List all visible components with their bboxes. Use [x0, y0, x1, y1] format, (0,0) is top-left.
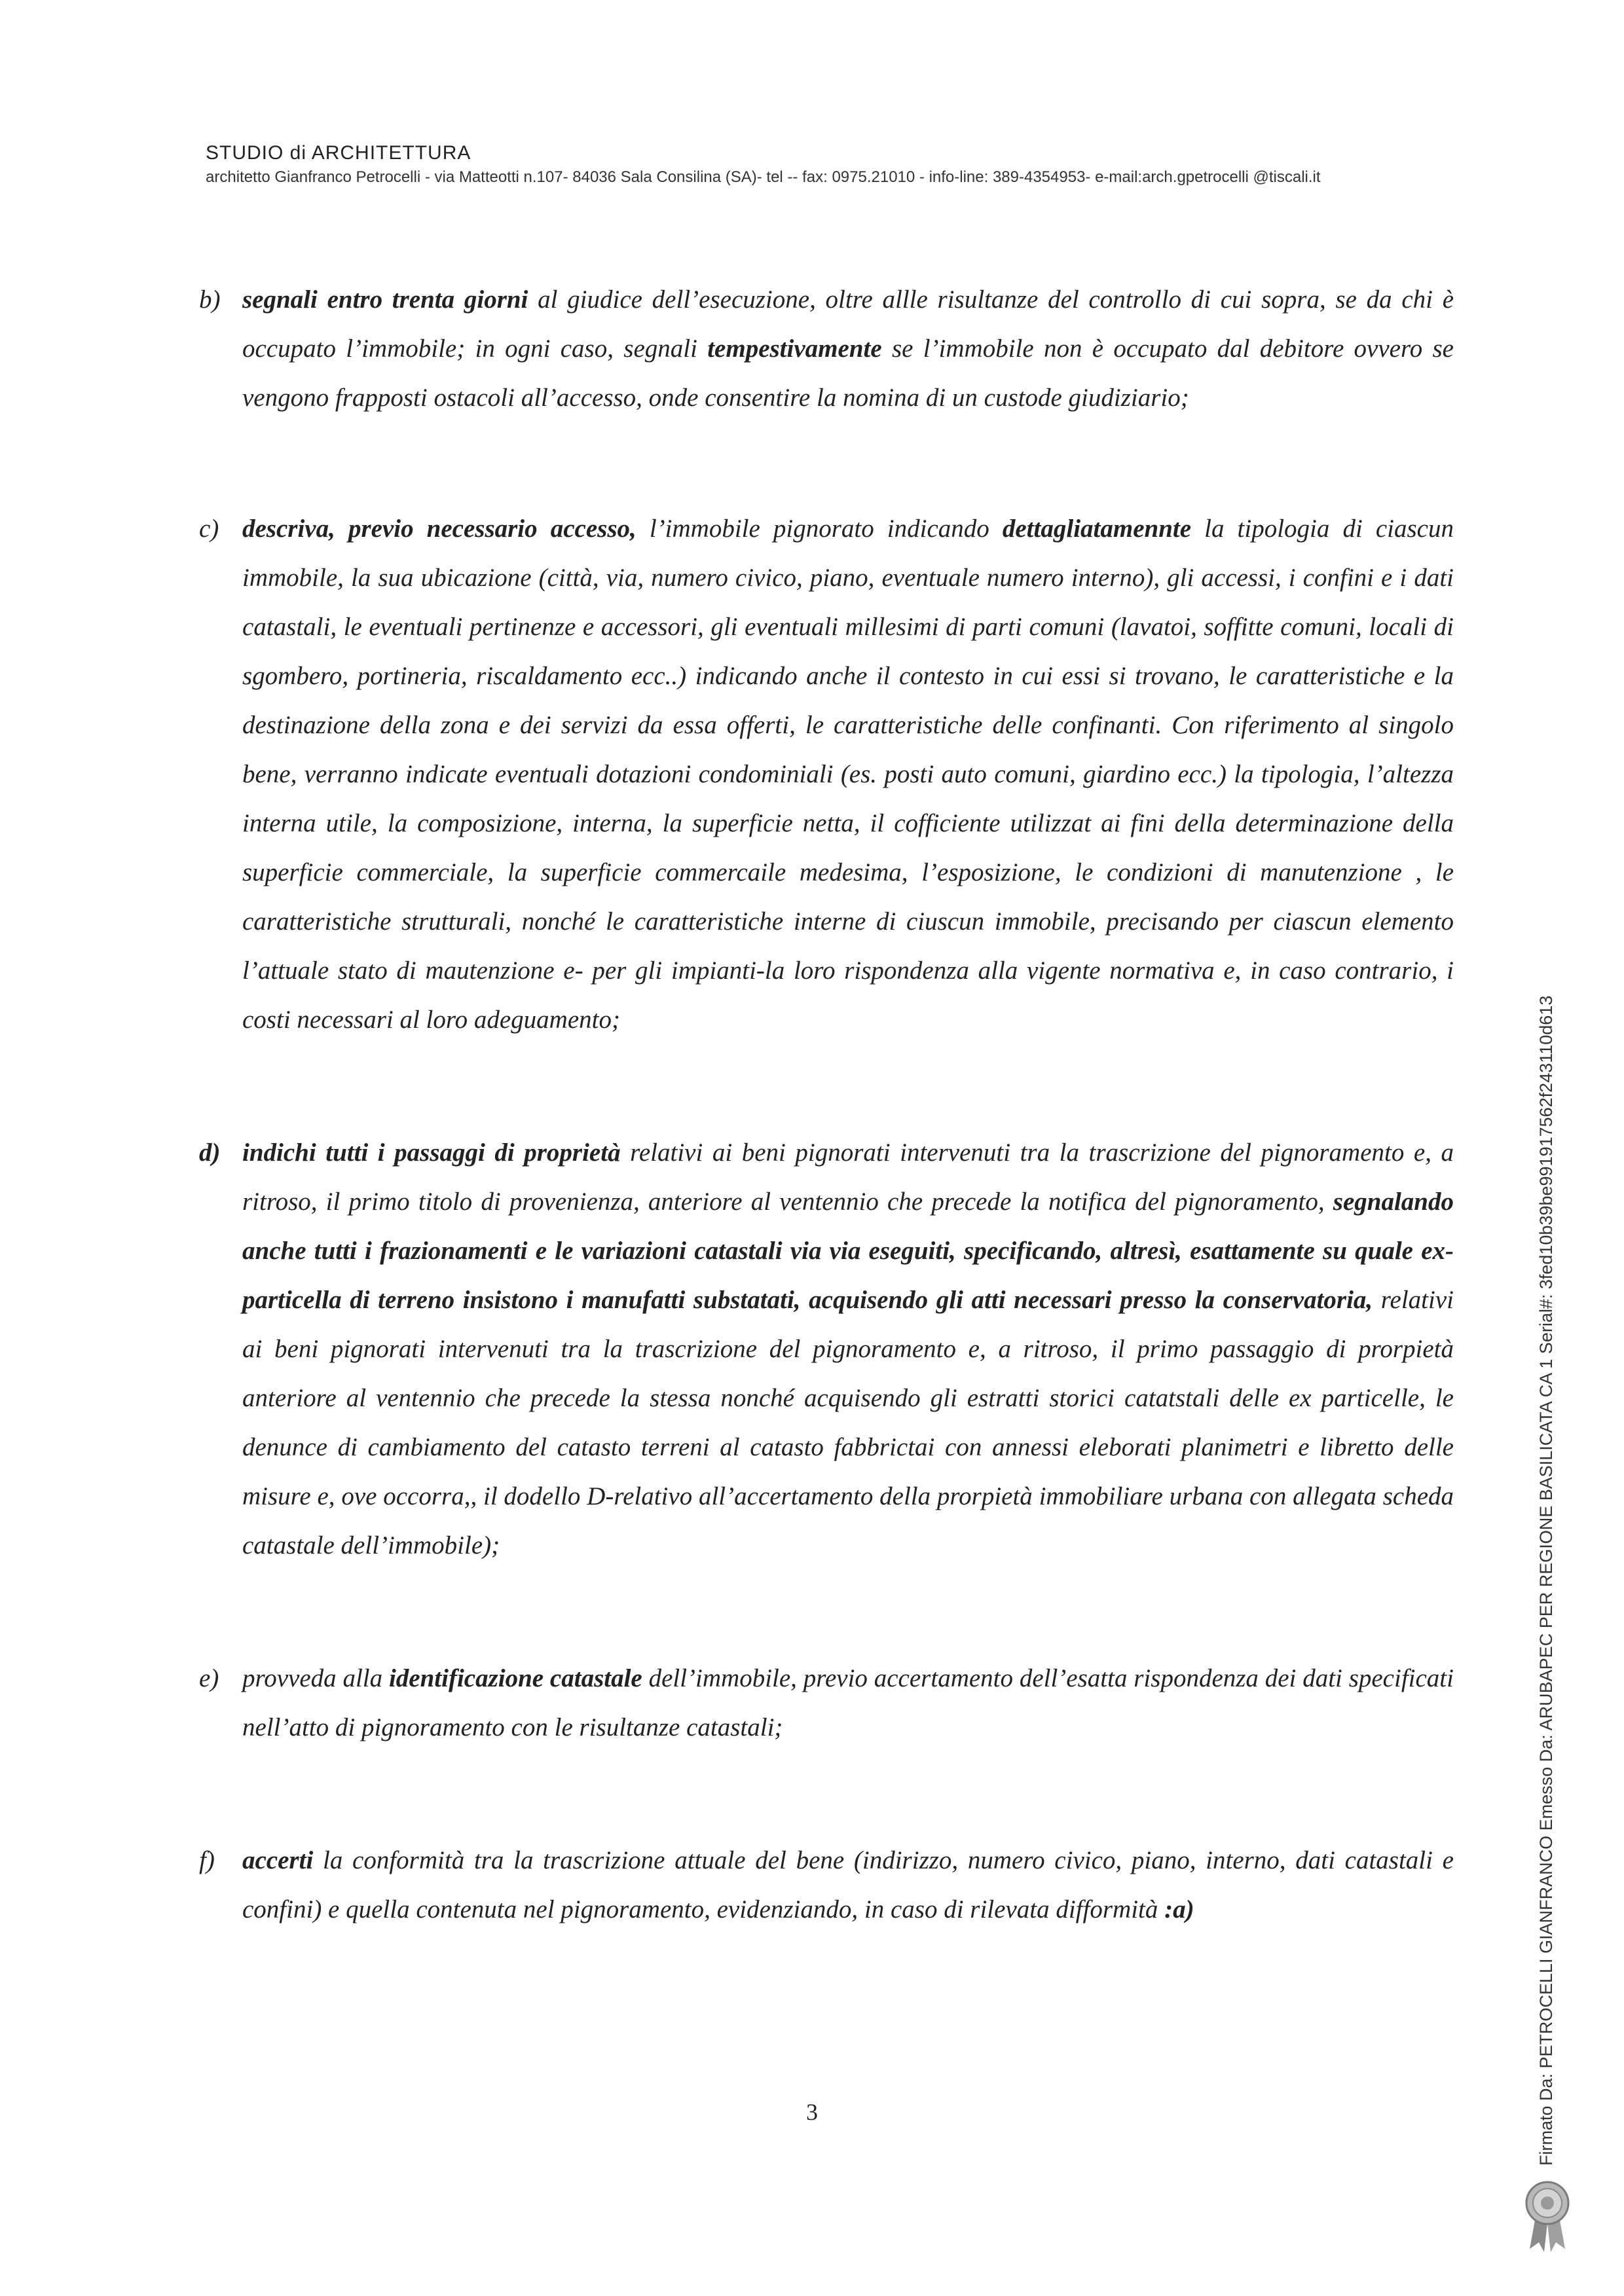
item-letter: b) [199, 285, 221, 314]
item-f [190, 1836, 1454, 1934]
body-text: relativi ai beni pignorati intervenuti tra la trascrizione del pignoramento e, a ritroso, il primo titolo di provenienza, anteriore al ventennio che precede la notifica del pignoramento, [242, 1139, 1454, 1216]
body-text: dell’immobile, previo accertamento dell’esatta rispondenza dei dati specificati nell’atto di pignoramento con le risultanze catastali; [242, 1664, 1454, 1741]
body-text: la conformità tra la trascrizione attuale del bene (indirizzo, numero civico, piano, interno, dati catastali e confini) e quella contenuta nel pignoramento, evidenziando, in caso di rilevata difformità [242, 1846, 1454, 1923]
item-b [190, 275, 1454, 422]
body-text: al giudice dell’esecuzione, oltre allle risultanze del controllo di cui sopra, se da chi è occupato l’immobile; in ogni caso, segnali [242, 285, 1454, 363]
bold-text: tempestivamente [707, 335, 882, 363]
studio-contact: architetto Gianfranco Petrocelli - via Matteotti n.107- 84036 Sala Consilina (SA)- tel -- fax: 0975.21010 - info-line: 389-4354953- e-mail:arch.gpetrocelli @tiscali.it [206, 168, 1321, 186]
bold-text: descriva, previo necessario accesso, [242, 515, 637, 543]
digital-signature-text: Firmato Da: PETROCELLI GIANFRANCO Emesso Da: ARUBAPEC PER REGIONE BASILICATA CA 1 Serial#: 3fed10b39be991917562f243110d613 [1536, 995, 1556, 2166]
letterhead [206, 140, 1515, 189]
body-text: l’immobile pignorato indicando [636, 515, 1003, 543]
seal-ribbon-icon [1518, 2177, 1577, 2255]
item-letter: f) [199, 1846, 215, 1874]
bold-text: segnali entro trenta giorni [242, 285, 528, 314]
item-d [190, 1128, 1454, 1570]
body-text: relativi ai beni pignorati intervenuti tra la trascrizione del pignoramento e, a ritroso, il primo passaggio di prorpietà anteriore al ventennio che precede la stessa nonché acquisendo gli estratti storici catatstali delle ex particelle, le denunce di cambiamento del catasto terreni al catasto fabbrictai con annessi eleborati planimetri e libretto delle misure e, ove occorra,, il dodello D-relativo all’accertamento della prorpietà immobiliare urbana con allegata scheda catastale dell’immobile); [242, 1286, 1454, 1559]
item-letter: d) [199, 1139, 221, 1167]
page-number: 3 [806, 2099, 818, 2125]
bold-text: identificazione catastale [388, 1664, 642, 1692]
bold-text: :a) [1164, 1895, 1194, 1923]
body-text: la tipologia di ciascun immobile, la sua ubicazione (città, via, numero civico, piano, eventuale numero interno), gli accessi, i confini e i dati catastali, le eventuali pertinenze e accessori, gli eventuali millesimi di parti comuni (lavatoi, soffitte comuni, locali di sgombero, portineria, riscaldamento ecc..) indicando anche il contesto in cui essi si trovano, le caratteristiche e la destinazione della zona e dei servizi da essa offerti, le caratteristiche delle confinanti. Con riferimento al singolo bene, verranno indicate eventuali dotazioni condominiali (es. posti auto comuni, giardino ecc.) la tipologia, l’altezza interna utile, la composizione, interna, la superficie netta, il cofficiente utilizzat ai fini della determinazione della superficie commerciale, la superficie commercaile medesima, l’esposizione, le condizioni di manutenzione , le caratteristiche strutturali, nonché le caratteristiche interne di ciuscun immobile, precisando per ciascun elemento l’attuale stato di mautenzione e- per gli impianti-la loro rispondenza alla vigente normativa e, in caso contrario, i costi necessari al loro adeguamento; [242, 515, 1454, 1034]
bold-text: segnalando anche tutti i frazionamenti e le variazioni catastali via via eseguiti, specificando, altresì, esattamente su quale ex-particella di terreno insistono i manufatti substatati, acquisendo gli atti necessari presso la conservatoria, [242, 1188, 1454, 1314]
bold-text: indichi tutti i passaggi di proprietà [242, 1139, 621, 1167]
document-body [190, 275, 1454, 1934]
studio-title: STUDIO di ARCHITETTURA [206, 142, 471, 164]
item-letter: e) [199, 1664, 219, 1692]
item-letter: c) [199, 515, 219, 543]
item-e [190, 1654, 1454, 1752]
body-text: se l’immobile non è occupato dal debitore ovvero se vengono frapposti ostacoli all’accesso, onde consentire la nomina di un custode giudiziario; [242, 335, 1454, 412]
body-text: provveda alla [242, 1664, 389, 1692]
bold-text: dettagliatamennte [1002, 515, 1192, 543]
bold-text: accerti [242, 1846, 314, 1874]
item-c [190, 504, 1454, 1044]
